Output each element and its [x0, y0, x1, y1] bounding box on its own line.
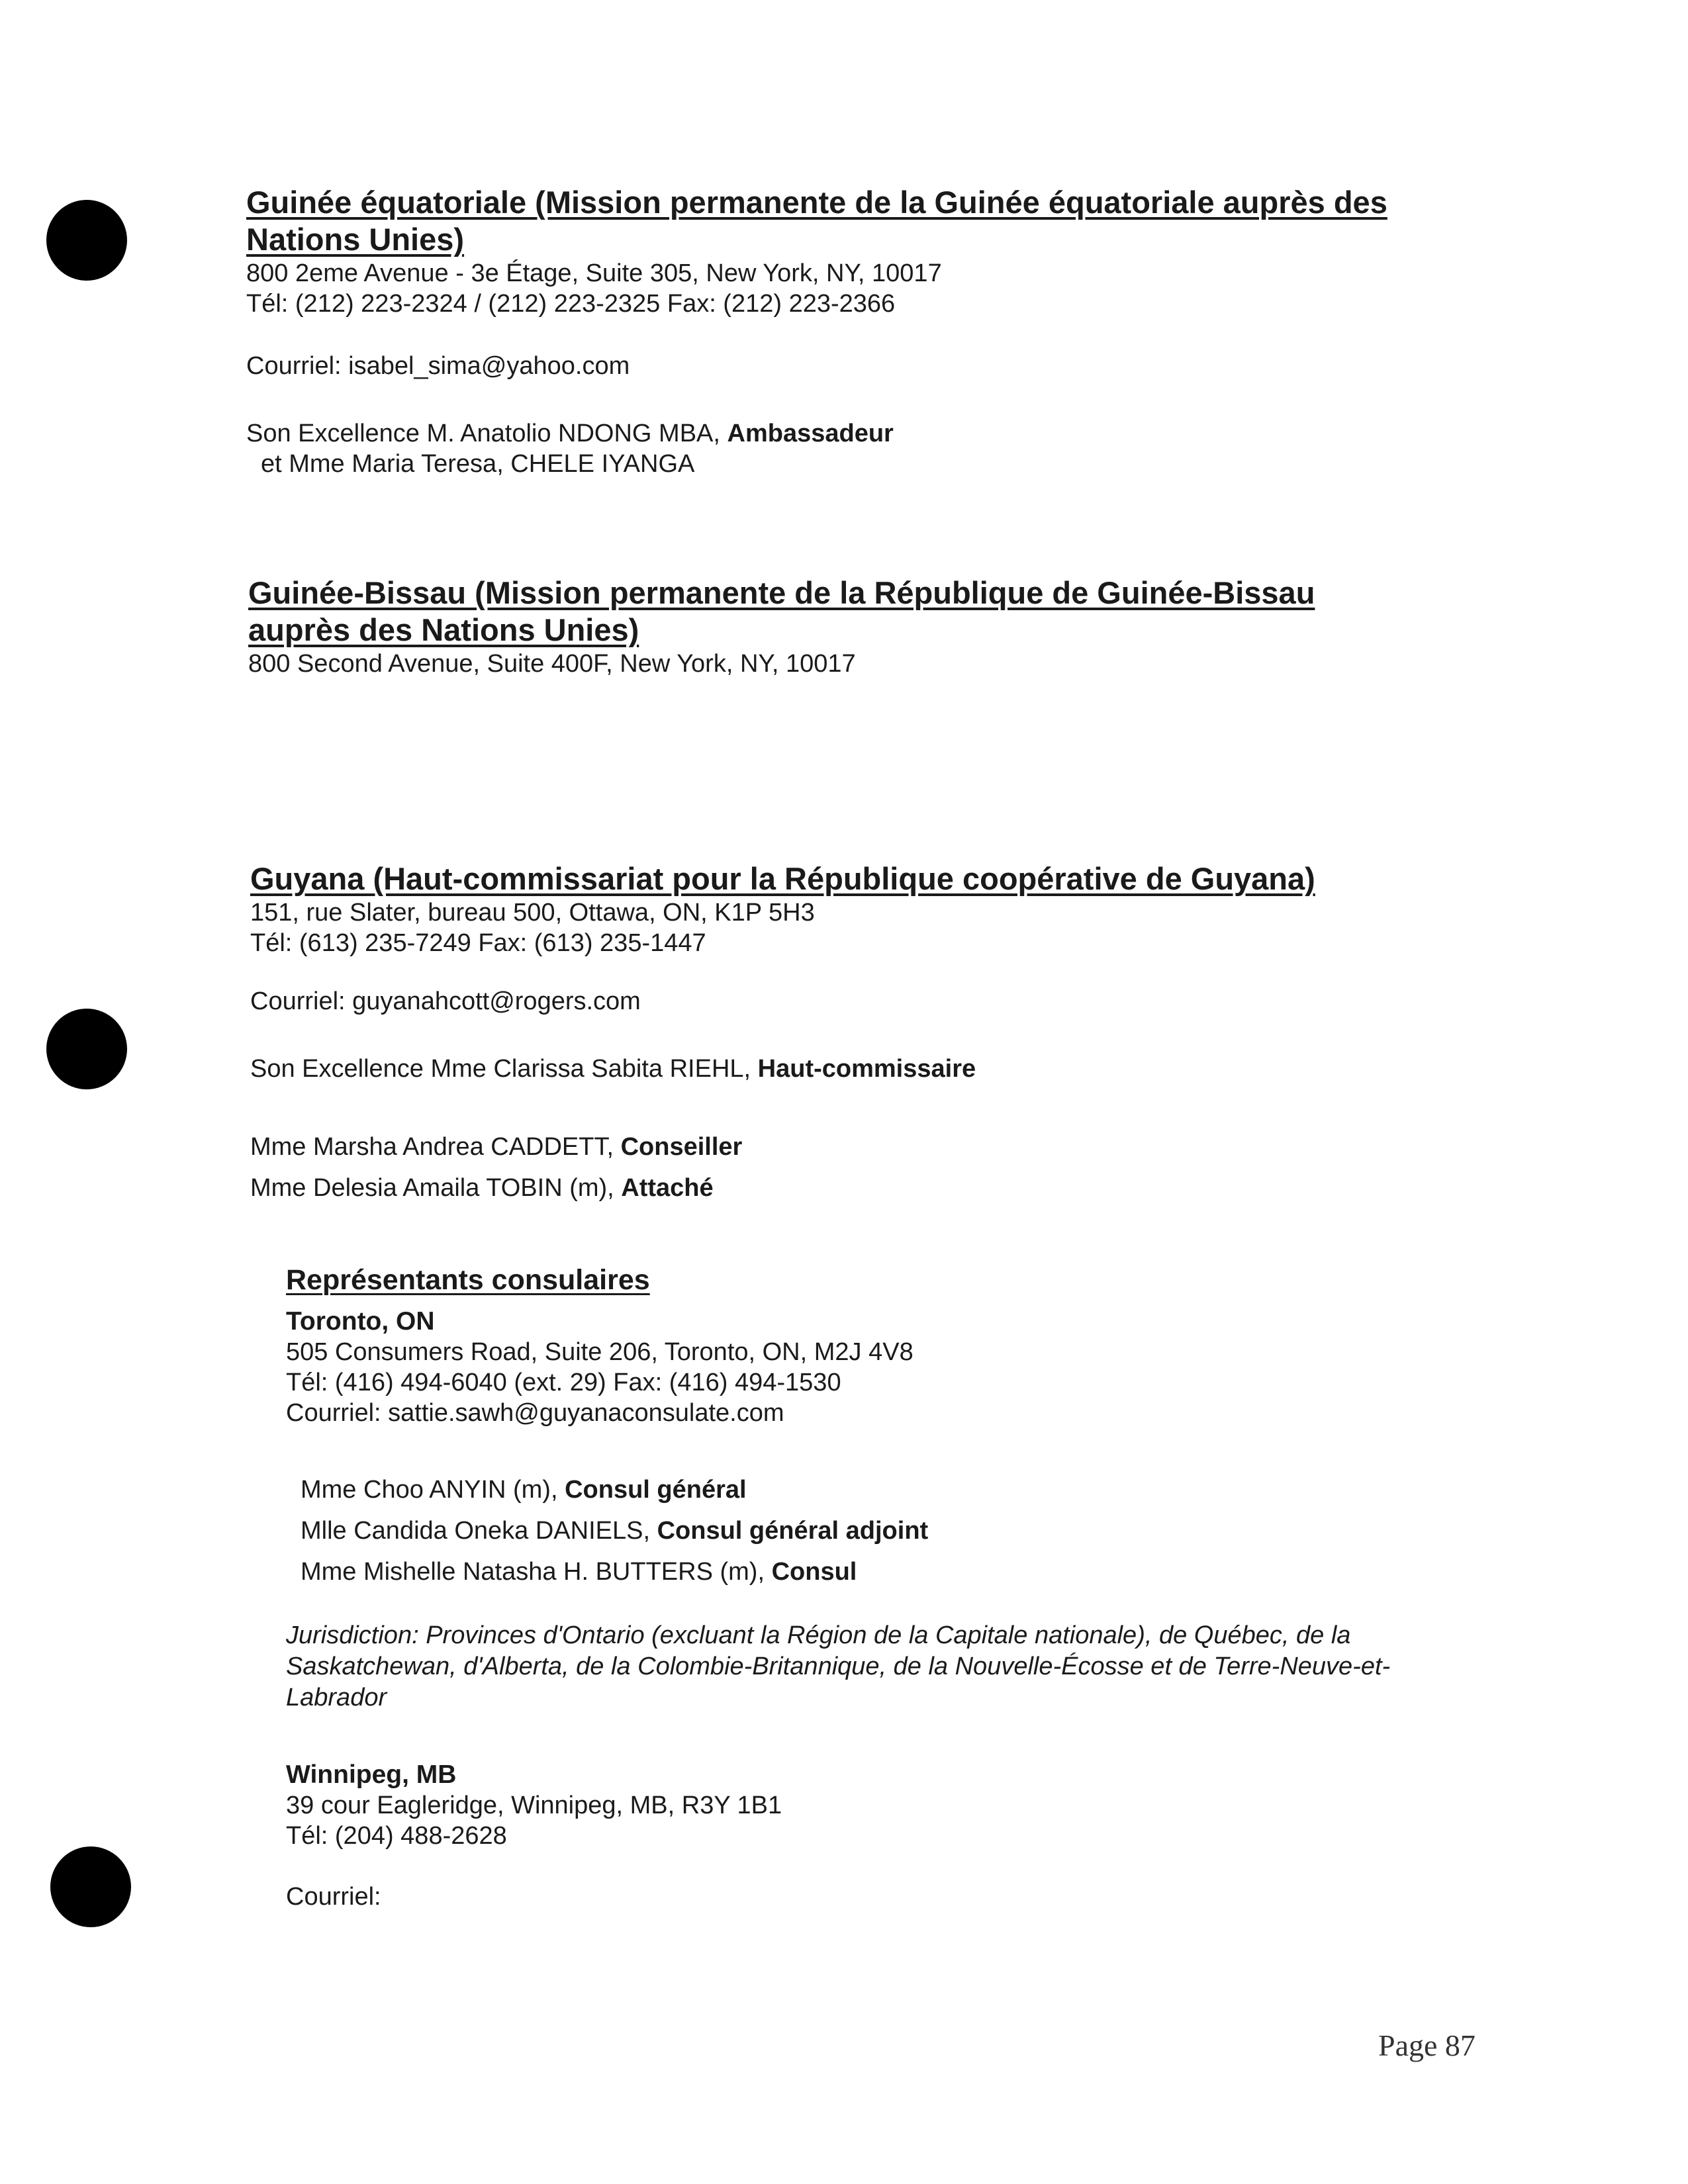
staff-line [250, 1173, 1442, 1203]
staff-name: Mme Delesia Amaila TOBIN (m), [250, 1174, 622, 1202]
staff-line [250, 1132, 1442, 1162]
spouse-line: et Mme Maria Teresa, CHELE IYANGA [261, 450, 695, 478]
staff-name: Mlle Candida Oneka DANIELS, [301, 1517, 657, 1545]
email: Courriel: isabel_sima@yahoo.com [246, 352, 630, 380]
heading-guyana: Guyana (Haut-commissariat pour la République coopérative de Guyana) [250, 861, 1315, 896]
staff-title: Consul général [565, 1476, 747, 1504]
official-title: Ambassadeur [727, 420, 894, 447]
email: Courriel: [286, 1883, 381, 1911]
staff-line [301, 1516, 1425, 1546]
staff-line [250, 1054, 1442, 1084]
city-winnipeg: Winnipeg, MB [286, 1760, 457, 1789]
official-line [246, 418, 1438, 449]
phone-fax: Tél: (212) 223-2324 / (212) 223-2325 Fax: (212) 223-2366 [246, 290, 896, 318]
toronto-staff [286, 1475, 1425, 1587]
staff-title: Conseiller [620, 1133, 743, 1161]
entry-guyana [250, 860, 1442, 1203]
staff-line [301, 1475, 1425, 1505]
heading-guinee-equatoriale: Guinée équatoriale (Mission permanente de la Guinée équatoriale auprès des Nations Unies) [246, 185, 1387, 257]
address: 39 cour Eagleridge, Winnipeg, MB, R3Y 1B1 [286, 1792, 782, 1819]
address: 800 Second Avenue, Suite 400F, New York, NY, 10017 [248, 650, 856, 678]
phone-fax: Tél: (416) 494-6040 (ext. 29) Fax: (416) 494-1530 [286, 1369, 841, 1396]
jurisdiction-note: Jurisdiction: Provinces d'Ontario (excluant la Région de la Capitale nationale), de Québec, de la Saskatchewan, d'Alberta, de la Colombie-Britannique, de la Nouvelle-Écosse et de Terre-Neuve-et-Labrador [286, 1621, 1391, 1711]
entry-guinee-equatoriale [246, 184, 1438, 479]
email: Courriel: guyanahcott@rogers.com [250, 987, 641, 1015]
binder-hole-top [46, 200, 127, 281]
address: 151, rue Slater, bureau 500, Ottawa, ON, K1P 5H3 [250, 899, 815, 927]
phone-fax: Tél: (613) 235-7249 Fax: (613) 235-1447 [250, 929, 706, 957]
binder-hole-bottom [50, 1846, 131, 1927]
staff-name: Mme Marsha Andrea CADDETT, [250, 1133, 621, 1161]
staff-name: Mme Choo ANYIN (m), [301, 1476, 565, 1504]
staff-line [301, 1557, 1425, 1587]
phone: Tél: (204) 488-2628 [286, 1822, 507, 1850]
entry-guinee-bissau [248, 574, 1347, 679]
staff-name: Mme Mishelle Natasha H. BUTTERS (m), [301, 1558, 772, 1586]
staff-name: Son Excellence Mme Clarissa Sabita RIEHL, [250, 1055, 758, 1083]
staff-title: Consul [771, 1558, 857, 1586]
official-name: Son Excellence M. Anatolio NDONG MBA, [246, 420, 727, 447]
staff-title: Attaché [621, 1174, 714, 1202]
address: 505 Consumers Road, Suite 206, Toronto, ON, M2J 4V8 [286, 1338, 914, 1366]
heading-guinee-bissau: Guinée-Bissau (Mission permanente de la République de Guinée-Bissau auprès des Nations Unies) [248, 575, 1315, 647]
consulate-winnipeg [286, 1760, 1425, 1912]
consular-section [286, 1263, 1425, 1912]
staff-title: Consul général adjoint [657, 1517, 929, 1545]
city-toronto: Toronto, ON [286, 1307, 435, 1336]
email: Courriel: sattie.sawh@guyanaconsulate.com [286, 1399, 784, 1427]
address: 800 2eme Avenue - 3e Étage, Suite 305, New York, NY, 10017 [246, 259, 942, 287]
binder-hole-middle [46, 1009, 127, 1089]
consular-heading: Représentants consulaires [286, 1264, 650, 1296]
consulate-toronto [286, 1306, 1425, 1713]
page-number: Page 87 [1378, 2028, 1476, 2062]
staff-title: Haut-commissaire [757, 1055, 976, 1083]
